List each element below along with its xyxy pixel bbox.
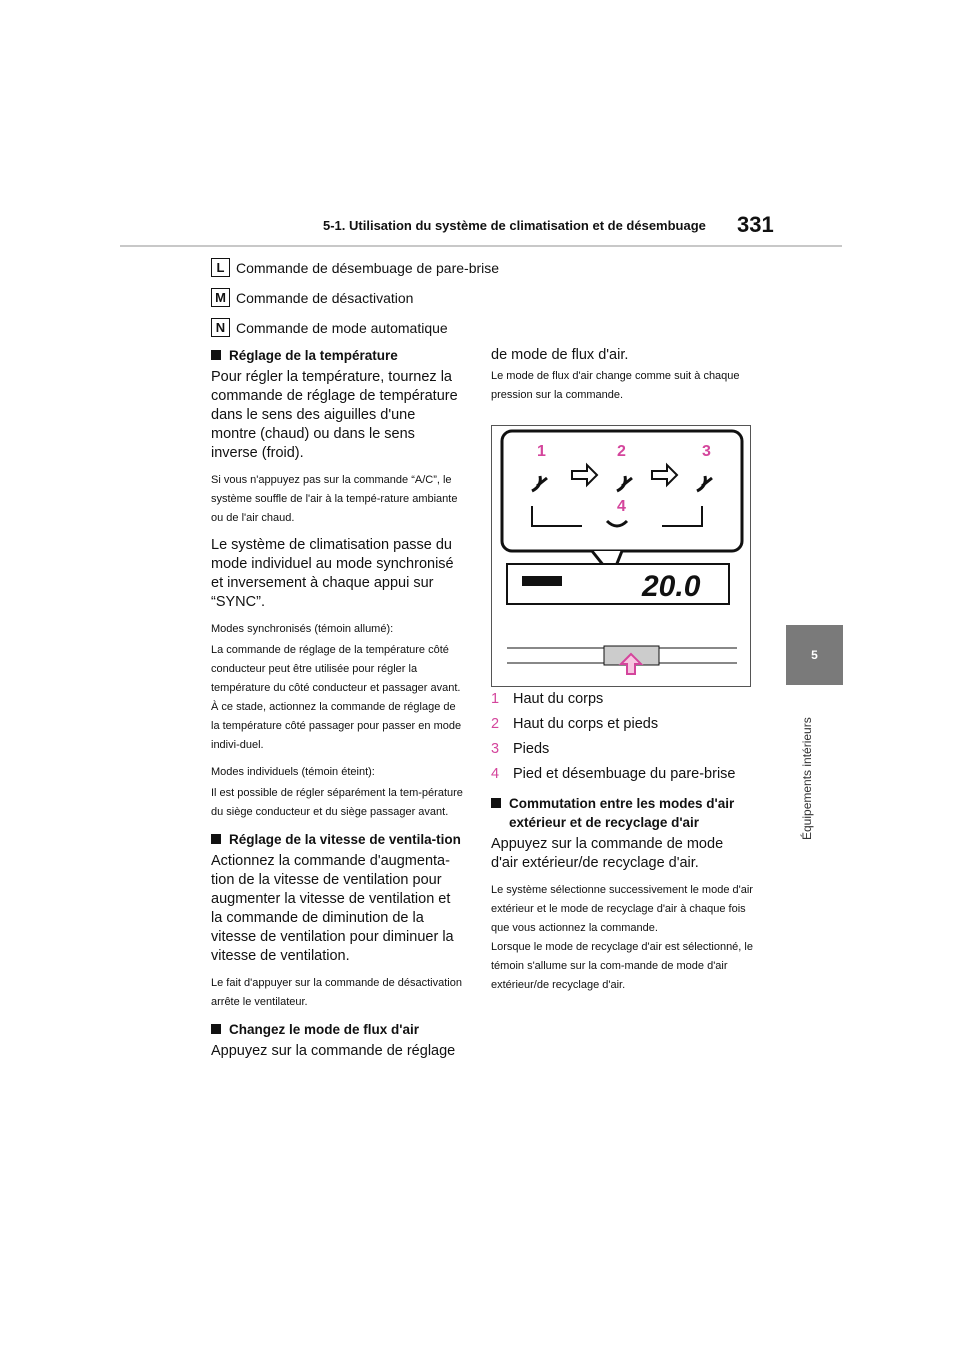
page-number: 331 bbox=[737, 212, 774, 237]
heading-fan-speed: Réglage de la vitesse de ventila-tion bbox=[211, 830, 463, 849]
heading-temperature: Réglage de la température bbox=[211, 346, 463, 365]
right-column bbox=[491, 346, 753, 413]
mode-number: 1 bbox=[491, 691, 500, 707]
note: Si vous n'appuyez pas sur la commande “A/C”, le système souffle de l'air à la tempé-rature ambiante ou de l'air chaud. bbox=[211, 474, 458, 524]
mode-label-2: 2 bbox=[617, 443, 626, 460]
header-divider bbox=[120, 245, 842, 247]
mode-number: 2 bbox=[491, 716, 500, 732]
paragraph: de mode de flux d'air. bbox=[491, 347, 629, 363]
note: Le système sélectionne successivement le mode d'air extérieur et le mode de recyclage d'air à chaque fois que vous actionnez la commande. bbox=[491, 884, 753, 934]
note: Lorsque le mode de recyclage d'air est sélectionné, le témoin s'allume sur la com-mande de mode d'air extérieur/de recyclage d'air. bbox=[491, 941, 753, 991]
fan-level-bars bbox=[522, 576, 562, 586]
heading-recirculation: Commutation entre les modes d'air extérieur et de recyclage d'air bbox=[491, 794, 753, 832]
note: Le fait d'appuyer sur la commande de désactivation arrête le ventilateur. bbox=[211, 977, 462, 1008]
paragraph: Appuyez sur la commande de mode d'air extérieur/de recyclage d'air. bbox=[491, 836, 724, 871]
section-title: 5-1. Utilisation du système de climatisation et de désembuage bbox=[323, 218, 706, 233]
mode-text: Pieds bbox=[513, 741, 550, 757]
mode-text: Pied et désembuage du pare-brise bbox=[513, 766, 736, 782]
note: Il est possible de régler séparément la tem-pérature du siège conducteur et du siège passager avant. bbox=[211, 787, 463, 818]
heading-airflow: Changez le mode de flux d'air bbox=[211, 1020, 463, 1039]
note: Le mode de flux d'air change comme suit à chaque pression sur la commande. bbox=[491, 370, 740, 401]
key-item-l bbox=[211, 258, 499, 277]
paragraph: Actionnez la commande d'augmenta-tion de la vitesse de ventilation pour augmenter la vitesse de ventilation et la commande de diminution de la vitesse de ventilation pour diminuer la vitesse de ventilation. bbox=[211, 853, 454, 964]
mode-list-item bbox=[491, 765, 753, 784]
mode-list-item bbox=[491, 740, 753, 759]
paragraph: Le système de climatisation passe du mode individuel au mode synchronisé et inversement à chaque appui sur “SYNC”. bbox=[211, 537, 454, 610]
note: Modes synchronisés (témoin allumé): bbox=[211, 623, 394, 635]
mode-label-4: 4 bbox=[617, 498, 626, 515]
mode-label-3: 3 bbox=[702, 443, 711, 460]
right-column-lower bbox=[491, 690, 753, 1003]
key-letter: N bbox=[211, 318, 230, 337]
airflow-diagram bbox=[492, 426, 750, 686]
mode-list-item bbox=[491, 690, 753, 709]
key-text: Commande de désactivation bbox=[236, 289, 414, 306]
key-letter: M bbox=[211, 288, 230, 307]
display-temperature: 20.0 bbox=[642, 570, 701, 603]
paragraph: Appuyez sur la commande de réglage bbox=[211, 1043, 456, 1059]
key-item-m bbox=[211, 288, 413, 307]
mode-number: 4 bbox=[491, 766, 500, 782]
mode-text: Haut du corps et pieds bbox=[513, 716, 659, 732]
key-letter: L bbox=[211, 258, 230, 277]
left-column bbox=[211, 346, 463, 1069]
mode-list-item bbox=[491, 715, 753, 734]
key-text: Commande de désembuage de pare-brise bbox=[236, 259, 500, 276]
note: Modes individuels (témoin éteint): bbox=[211, 766, 375, 778]
key-text: Commande de mode automatique bbox=[236, 319, 448, 336]
chapter-tab: 5 bbox=[786, 625, 843, 685]
chapter-label: Équipements intérieurs bbox=[800, 717, 814, 840]
key-item-n bbox=[211, 318, 448, 337]
airflow-mode-figure bbox=[491, 425, 751, 687]
mode-number: 3 bbox=[491, 741, 500, 757]
mode-text: Haut du corps bbox=[513, 691, 604, 707]
paragraph: Pour régler la température, tournez la commande de réglage de température dans le sens des aiguilles d'une montre (chaud) ou dans le sens inverse (froid). bbox=[211, 369, 458, 461]
mode-label-1: 1 bbox=[537, 443, 546, 460]
note: La commande de réglage de la température côté conducteur peut être utilisée pour régler la température du côté conducteur et passager avant. À ce stade, actionnez la commande de réglage de la température côté passager pour passer en mode indivi-duel. bbox=[211, 644, 462, 751]
